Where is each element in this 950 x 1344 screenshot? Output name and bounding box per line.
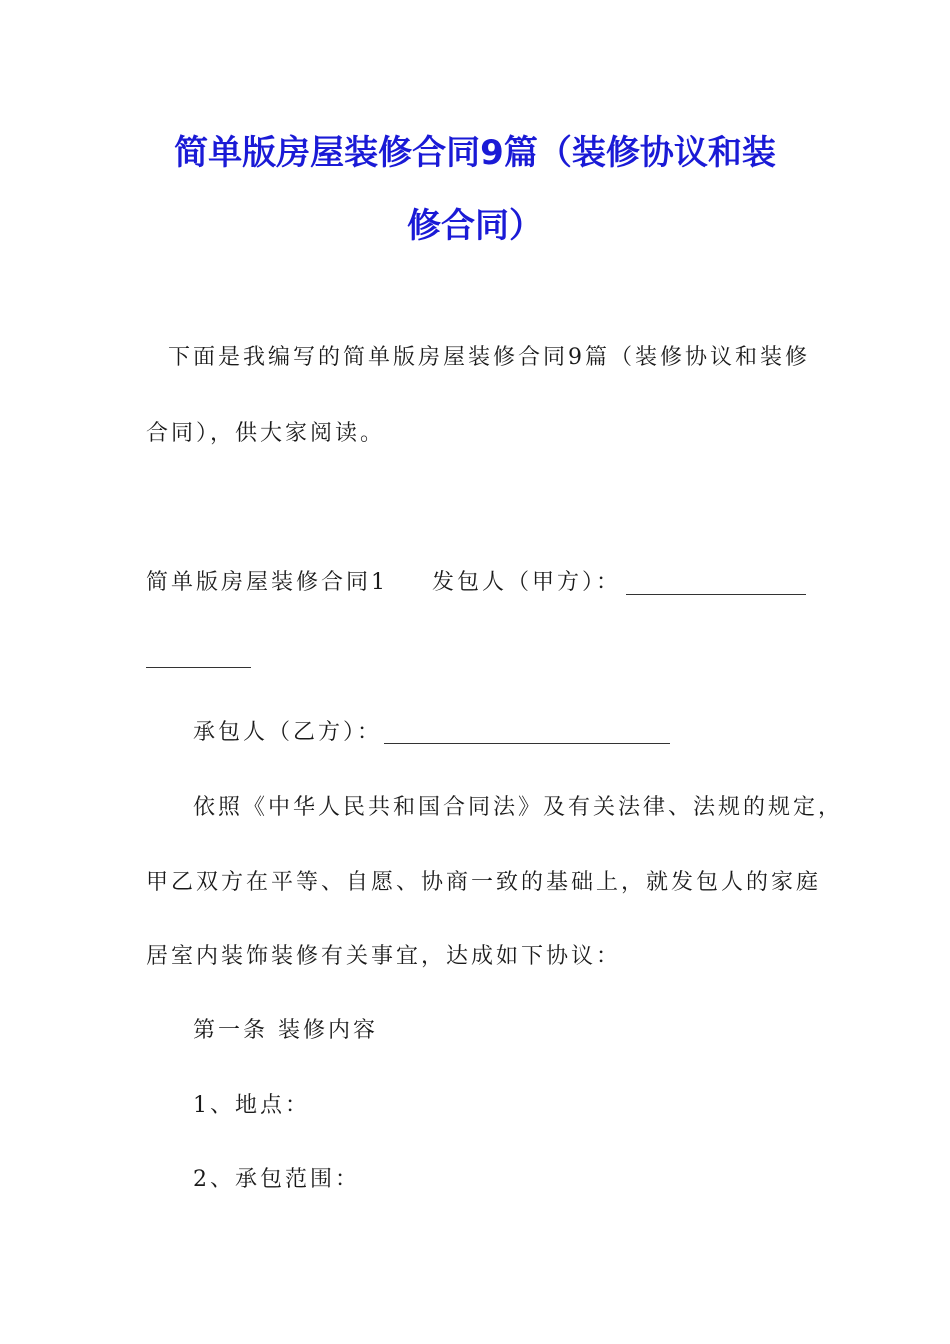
party-a-label: 发包人（甲方）： [432,570,622,595]
intro-line-2: 合同），供大家阅读。 [146,421,386,446]
basis-line-1: 依照《中华人民共和国合同法》及有关法律、法规的规定， [193,795,844,820]
party-a-blank-continued [146,667,251,668]
item-1-location: 1、地点： [193,1093,310,1118]
contract-1-heading: 简单版房屋装修合同1 [146,570,388,595]
document-title-line-2: 修合同） [407,206,543,246]
basis-line-3: 居室内装饰装修有关事宜，达成如下协议： [146,944,622,969]
party-a-blank [626,594,806,595]
item-2-scope: 2、承包范围： [193,1167,360,1192]
party-b-label: 承包人（乙方）： [193,720,383,745]
article-1-title: 第一条 装修内容 [193,1018,378,1043]
intro-line-1: 下面是我编写的简单版房屋装修合同9篇（装修协议和装修 [168,345,810,370]
party-b-blank [384,743,670,744]
document-title-line-1: 简单版房屋装修合同9篇（装修协议和装 [174,133,776,173]
basis-line-2: 甲乙双方在平等、自愿、协商一致的基础上，就发包人的家庭 [146,870,822,895]
